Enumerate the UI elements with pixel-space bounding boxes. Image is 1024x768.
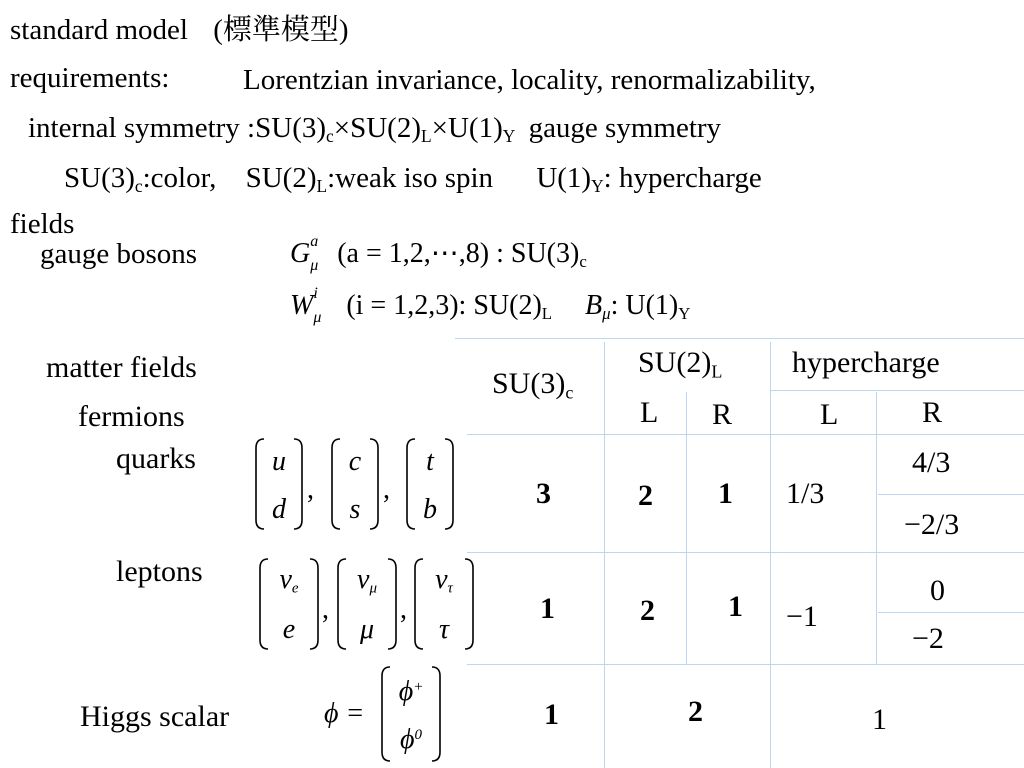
gluon-superscript: a (310, 233, 319, 250)
nu-symbol: ν (435, 564, 448, 595)
quarks-su3-rep: 3 (536, 477, 551, 510)
u1-subscript: Y (591, 176, 604, 197)
higgs-charged-component (380, 678, 442, 706)
nu-symbol: ν (279, 564, 292, 595)
u1-group: U(1) (536, 162, 592, 194)
nu-symbol: ν (357, 564, 370, 595)
title (10, 16, 349, 45)
leptons-su2-left-rep: 2 (640, 594, 655, 627)
neutrino (413, 564, 475, 597)
title-text: standard model (10, 14, 188, 46)
comma: , (400, 594, 407, 625)
gluon-group: SU(3) (510, 238, 580, 269)
su2-subscript: L (316, 176, 328, 197)
lepton-doublet (336, 556, 398, 652)
w-index-range: (i = 1,2,3) (346, 290, 459, 321)
su3-column-header (492, 367, 574, 403)
gauge-bosons-label: gauge bosons (40, 238, 198, 270)
u1-group: U(1) (447, 112, 503, 144)
lepton-doublet (413, 556, 475, 652)
su3-subscript: c (134, 176, 143, 197)
w-group: : SU(2) (458, 290, 542, 321)
gluon-index-range: (a = 1,2,⋯,8) : (337, 238, 511, 269)
higgs-su2-rep: 2 (688, 695, 703, 728)
leptons-label: leptons (116, 555, 203, 588)
leptons-hypercharge-right-down: −2 (912, 622, 944, 655)
su3-header-text: SU(3) (492, 367, 566, 400)
times-sign: × (333, 112, 351, 144)
su3-subscript: c (326, 126, 334, 147)
flavor-subscript: τ (447, 580, 453, 597)
b-symbol: B (585, 290, 603, 321)
su2-subscript: L (421, 126, 432, 147)
comma: , (383, 474, 390, 505)
table-line (455, 338, 1024, 339)
su2-right-header: R (712, 398, 733, 431)
u1-subscript: Y (502, 126, 516, 147)
gluon-symbol: G (290, 238, 311, 269)
u1-meaning: : hypercharge (603, 162, 762, 194)
flavor-subscript: μ (369, 580, 377, 597)
w-group-subscript: L (541, 304, 553, 324)
quark-up-type: u (272, 446, 286, 477)
su3-group: SU(3) (255, 112, 327, 144)
requirements-label: requirements: (10, 62, 170, 94)
table-line (467, 664, 1024, 665)
charge-superscript: + (413, 679, 424, 695)
matter-fields-label: matter fields (46, 351, 197, 384)
table-line (686, 392, 687, 664)
quarks-hypercharge-right-up: 4/3 (912, 446, 951, 479)
b-subscript: μ (602, 304, 611, 324)
quark-up-type: t (426, 446, 434, 477)
higgs-su3-rep: 1 (544, 698, 559, 731)
neutrino (258, 564, 320, 597)
fermions-label: fermions (78, 400, 185, 433)
fields-label: fields (10, 208, 75, 240)
su2-column-header (638, 346, 723, 382)
charged-lepton: τ (438, 614, 450, 645)
table-line (878, 612, 1024, 613)
quarks-su2-left-rep: 2 (638, 479, 653, 512)
table-line (878, 494, 1024, 495)
times-sign: × (431, 112, 448, 144)
gluon-field (290, 233, 587, 274)
su2-left-header: L (640, 396, 659, 429)
group-meanings-line (64, 162, 762, 197)
quark-down-type: d (272, 494, 286, 525)
phi-symbol: ϕ (400, 724, 415, 755)
w-boson-field (290, 285, 691, 326)
higgs-doublet (380, 664, 442, 764)
lepton-doublet (258, 556, 320, 652)
charged-lepton: μ (359, 614, 375, 645)
quark-doublet (405, 436, 455, 532)
su3-meaning: :color, (142, 162, 217, 194)
comma: , (307, 474, 314, 505)
table-line (467, 552, 1024, 553)
quark-doublet (330, 436, 380, 532)
requirements-line1: Lorentzian invariance, locality, renormalizability, (243, 64, 816, 96)
gluon-subscript: μ (310, 257, 319, 274)
higgs-equation-lhs: ϕ = (324, 698, 365, 729)
hypercharge-right-header: R (922, 396, 943, 429)
phi-symbol: ϕ (398, 676, 414, 707)
table-line (770, 342, 771, 768)
charged-lepton: e (282, 614, 296, 645)
title-japanese: (標準模型) (213, 14, 349, 46)
symmetry-prefix: internal symmetry : (28, 112, 256, 144)
su3-header-subscript: c (565, 382, 574, 403)
su2-group: SU(2) (245, 162, 317, 194)
quark-up-type: c (348, 446, 362, 477)
symmetry-line (28, 112, 722, 147)
table-line (604, 342, 605, 768)
su2-meaning: :weak iso spin (327, 162, 494, 194)
su3-group: SU(3) (64, 162, 135, 194)
higgs-hypercharge: 1 (872, 703, 887, 736)
su2-header-subscript: L (711, 361, 723, 382)
hypercharge-column-header: hypercharge (792, 346, 940, 379)
comma: , (322, 594, 329, 625)
symmetry-suffix: gauge symmetry (528, 112, 722, 144)
quark-down-type: b (423, 494, 437, 525)
quark-doublet (254, 436, 304, 532)
leptons-hypercharge-left: −1 (786, 600, 818, 633)
neutrino (336, 564, 398, 597)
leptons-su3-rep: 1 (540, 592, 555, 625)
w-subscript: μ (313, 309, 322, 326)
quark-down-type: s (349, 494, 361, 525)
su2-header-text: SU(2) (638, 346, 712, 379)
w-superscript: i (313, 285, 318, 302)
quarks-hypercharge-left: 1/3 (786, 477, 825, 510)
hypercharge-left-header: L (820, 398, 839, 431)
quarks-hypercharge-right-down: −2/3 (904, 508, 960, 541)
charge-superscript: 0 (414, 727, 422, 743)
b-group: : U(1) (610, 290, 679, 321)
higgs-scalar-label: Higgs scalar (80, 700, 230, 733)
leptons-hypercharge-right-up: 0 (930, 574, 945, 607)
leptons-su2-right-rep: 1 (728, 590, 743, 623)
table-line (467, 434, 1024, 435)
higgs-neutral-component (380, 726, 442, 754)
w-symbol: W (290, 290, 314, 321)
table-line (770, 390, 1024, 391)
su2-group: SU(2) (350, 112, 421, 144)
table-line (876, 392, 877, 664)
gluon-group-subscript: c (579, 252, 587, 272)
b-group-subscript: Y (678, 304, 691, 324)
flavor-subscript: e (291, 580, 299, 597)
quarks-label: quarks (116, 442, 196, 475)
quarks-su2-right-rep: 1 (718, 477, 733, 510)
